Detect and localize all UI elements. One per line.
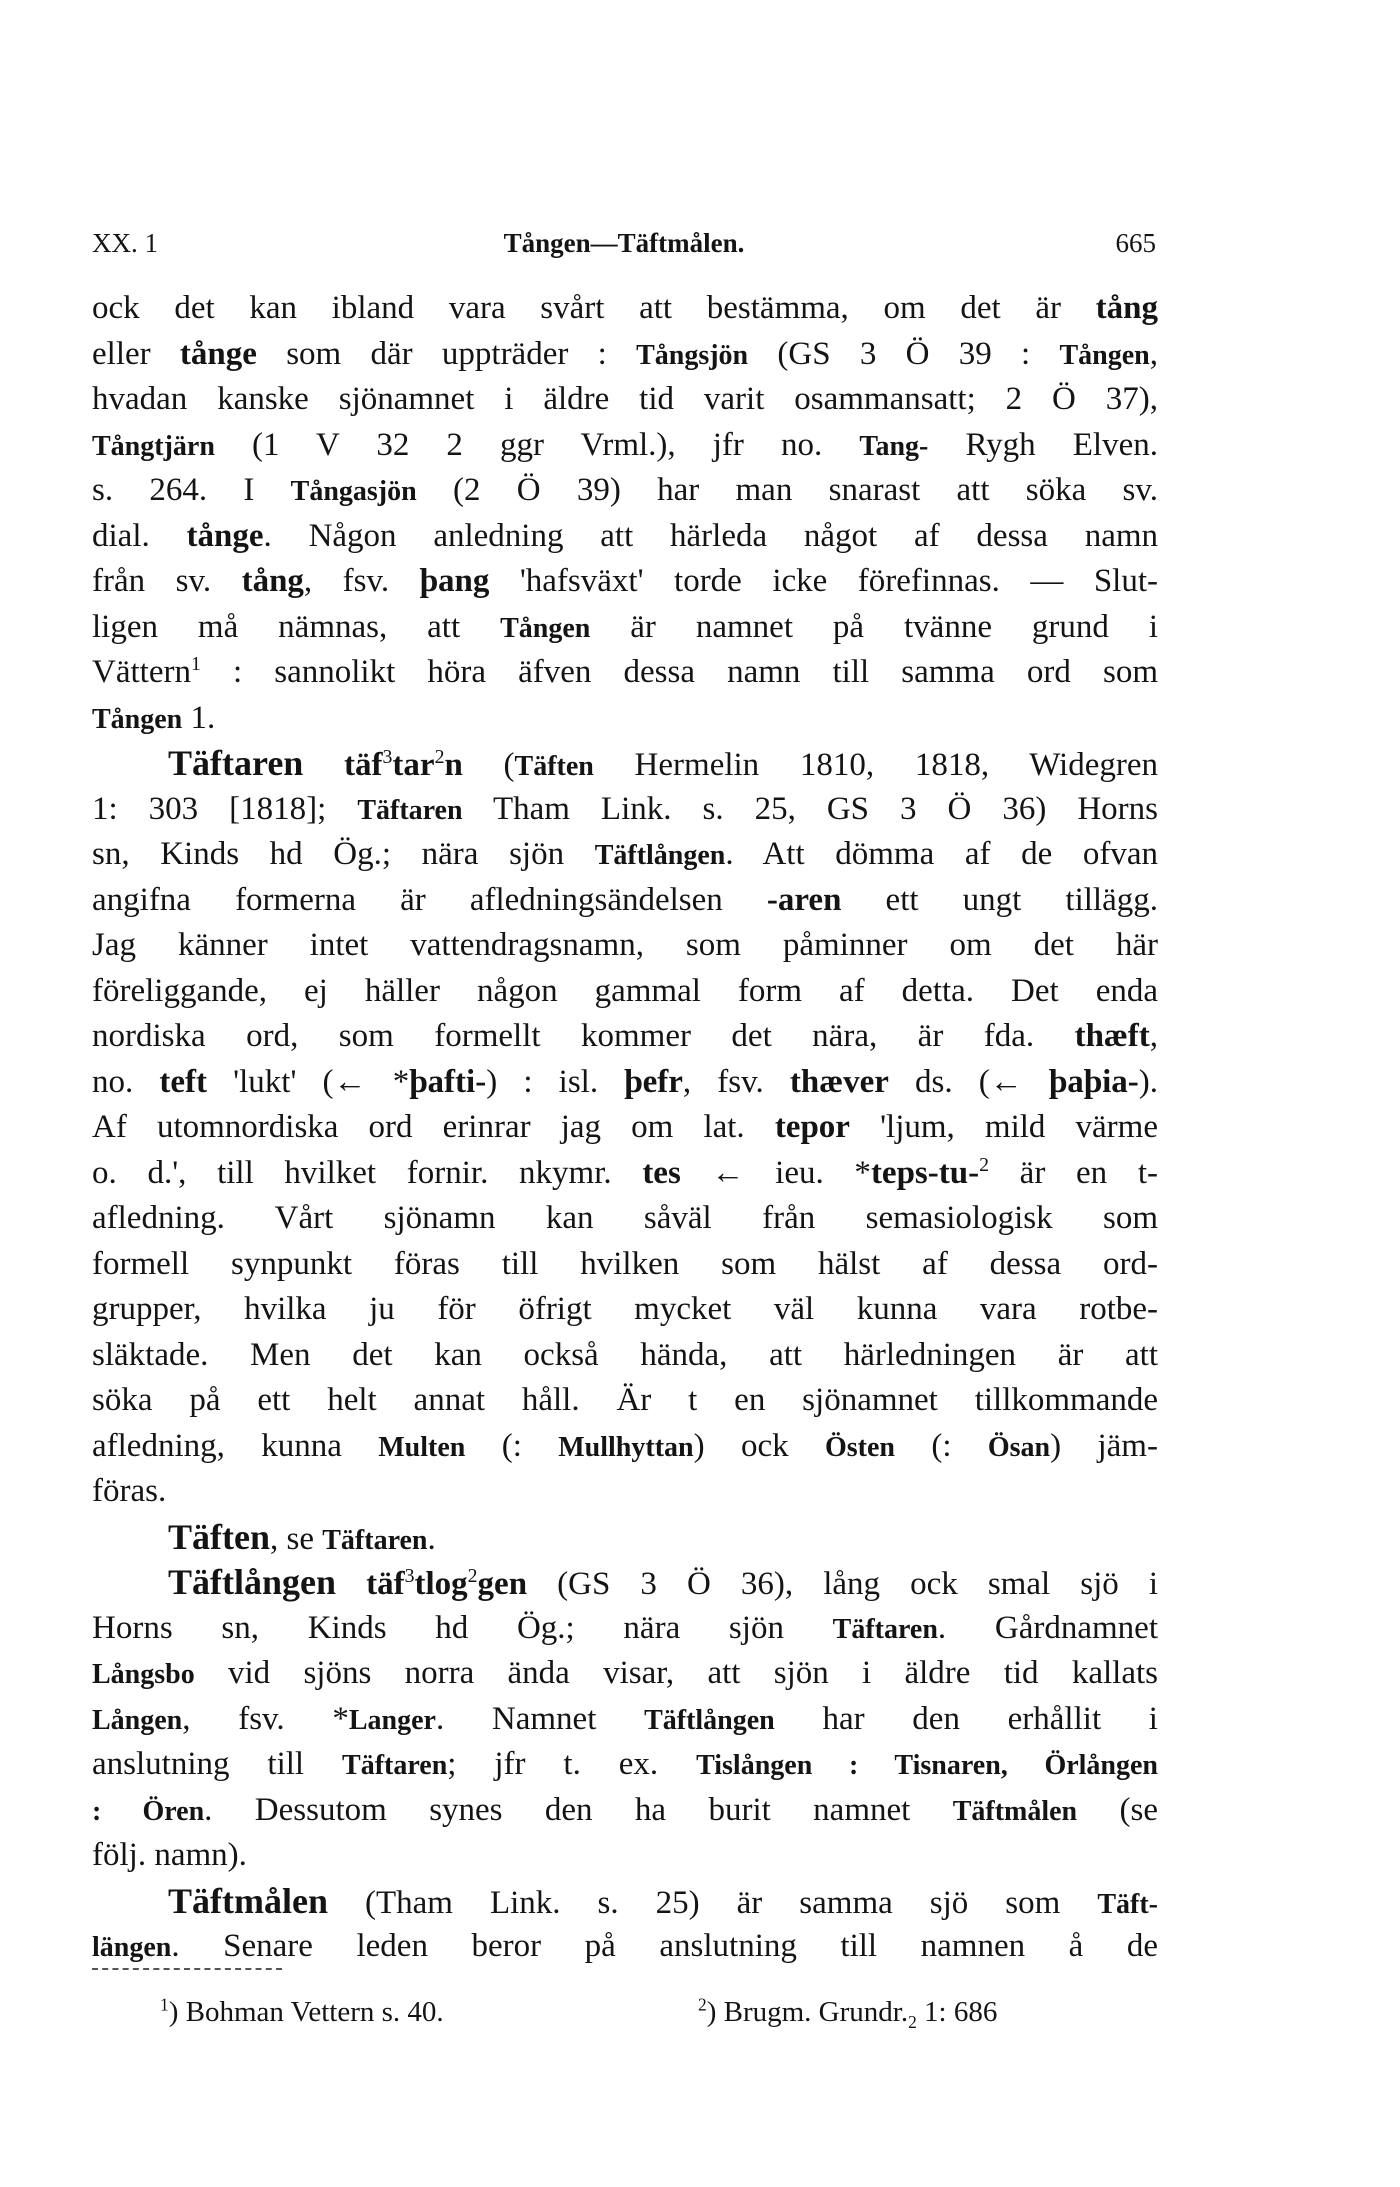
entry-first-line: Täftlången täf$^3$tlog$^2$gen (GS 3 Ö 36), lång ock smal sjö i bbox=[168, 1562, 1159, 1602]
place-name: Täftaren bbox=[832, 1613, 938, 1645]
text-line: följ. namn). bbox=[92, 1837, 247, 1873]
place-name: Täftlången bbox=[594, 840, 726, 871]
bold-term: teps-tu- bbox=[870, 1154, 980, 1191]
place-name: Ösan bbox=[987, 1431, 1051, 1463]
text-line: 1: 303 [1818]; Täftaren Tham Link. s. 25, GS 3 Ö 36) Horns bbox=[92, 790, 1158, 827]
text-line: längen. Senare leden beror på anslutning till namnen å de bbox=[92, 1928, 1158, 1964]
superscript: 2 bbox=[979, 1153, 989, 1176]
footnote-mark: 1 bbox=[160, 1994, 169, 2015]
place-name: Tången bbox=[500, 612, 591, 644]
place-name: Täftmålen bbox=[952, 1795, 1078, 1827]
footnote-text-rest: 1: 686 bbox=[916, 1996, 998, 2028]
place-name: Tången bbox=[92, 703, 183, 735]
bold-term: tång bbox=[241, 563, 304, 599]
bold-term: tes bbox=[642, 1154, 681, 1191]
place-name: Långsbo bbox=[92, 1659, 195, 1690]
bold-term: þafti- bbox=[409, 1063, 487, 1100]
entry-first-line: Täftaren täf$^3$tar$^2$n (Täften Hermelin 1810, 1818, Widegren bbox=[168, 743, 1158, 783]
text-line: o. d.', till hvilket fornir. nkymr. tes ← ieu. *teps-tu-$^2$ är en t- bbox=[92, 1153, 1158, 1191]
superscript: 3 bbox=[382, 746, 393, 768]
text-line: no. teft 'lukt' (← *þafti-) : isl. þefr, fsv. thæver ds. (← þaþia-). bbox=[92, 1063, 1159, 1100]
headword: Täftlången bbox=[168, 1562, 337, 1602]
place-name: Langer bbox=[348, 1704, 436, 1736]
headword: Täftaren bbox=[168, 743, 304, 783]
bold-term: tånge bbox=[179, 335, 257, 372]
main-text bbox=[92, 286, 1158, 1970]
place-name: längen bbox=[92, 1932, 172, 1963]
text-line: grupper, hvilka ju för öfrigt mycket väl kunna vara rotbe- bbox=[92, 1291, 1158, 1327]
superscript: 2 bbox=[467, 1565, 478, 1587]
text-line: eller tånge som där uppträder : Tångsjön (GS 3 Ö 39 : Tången, bbox=[92, 335, 1158, 372]
superscript: 1 bbox=[190, 653, 201, 675]
bold-term: teft bbox=[159, 1063, 208, 1100]
bold-term: tång bbox=[1095, 290, 1158, 326]
place-name: Lången bbox=[92, 1704, 183, 1736]
bold-term: þaþia- bbox=[1048, 1063, 1139, 1100]
text-line: föreliggande, ej häller någon gammal form af detta. Det enda bbox=[92, 972, 1158, 1009]
place-name: Tången bbox=[1059, 339, 1150, 371]
superscript: 3 bbox=[404, 1565, 415, 1587]
place-name: Tislången : Tisnaren, Örlången bbox=[696, 1750, 1158, 1781]
page-number: 665 bbox=[1115, 228, 1156, 258]
bold-term: thæver bbox=[789, 1063, 889, 1100]
text-line: föras. bbox=[92, 1473, 167, 1509]
text-line: Långsbo vid sjöns norra ända visar, att sjön i äldre tid kallats bbox=[92, 1655, 1158, 1691]
text-line: ligen må nämnas, att Tången är namnet på tvänne grund i bbox=[92, 608, 1158, 645]
bold-term: þang bbox=[419, 563, 490, 599]
superscript: 2 bbox=[434, 746, 445, 768]
text-line: hvadan kanske sjönamnet i äldre tid varit osammansatt; 2 Ö 37), bbox=[92, 381, 1158, 417]
place-name: Täften bbox=[514, 751, 594, 782]
text-line: Vättern$^1$ : sannolikt höra äfven dessa namn till samma ord som bbox=[92, 653, 1158, 690]
text-line: Af utomnordiska ord erinrar jag om lat. tepor 'ljum, mild värme bbox=[92, 1109, 1158, 1145]
text-line: nordiska ord, som formellt kommer det nära, är fda. thæft, bbox=[92, 1018, 1158, 1054]
bold-term: þefr bbox=[624, 1063, 683, 1100]
text-line: : Ören. Dessutom synes den ha burit namnet Täftmålen (se bbox=[92, 1791, 1159, 1828]
text-line: Jag känner intet vattendragsnamn, som påminner om det här bbox=[92, 927, 1158, 963]
text-line: angifna formerna är afledningsändelsen -aren ett ungt tillägg. bbox=[92, 881, 1158, 918]
entry-first-line: Täften, se Täftaren. bbox=[168, 1516, 436, 1557]
bold-term: tepor bbox=[774, 1109, 850, 1145]
text-line: formell synpunkt föras till hvilken som hälst af dessa ord- bbox=[92, 1245, 1158, 1282]
footnote-1 bbox=[160, 1992, 444, 2032]
header-title: Tången—Täftmålen. bbox=[503, 228, 745, 258]
bold-term: n bbox=[444, 747, 463, 783]
text-line: dial. tånge. Någon anledning att härleda något af dessa namn bbox=[92, 517, 1159, 554]
bold-term: tånge bbox=[186, 517, 264, 554]
bold-term: -aren bbox=[766, 881, 842, 918]
bold-term: tlog bbox=[414, 1566, 468, 1602]
text-line: söka på ett helt annat håll. Är t en sjönamnet tillkommande bbox=[92, 1382, 1158, 1418]
footnote-separator bbox=[92, 1968, 282, 1970]
bold-term: tar bbox=[392, 747, 435, 783]
headword: Täftmålen bbox=[168, 1880, 328, 1921]
text-line: från sv. tång, fsv. þang 'hafsväxt' torde icke förefinnas. — Slut- bbox=[92, 563, 1158, 599]
place-name: Östen bbox=[824, 1431, 895, 1463]
text-line: Tångtjärn (1 V 32 2 ggr Vrml.), jfr no. Tang- Rygh Elven. bbox=[92, 426, 1158, 463]
headword: Täften bbox=[168, 1516, 270, 1557]
footnote-text: ) Bohman Vettern s. 40. bbox=[168, 1996, 444, 2028]
text-line: ock det kan ibland vara svårt att bestämma, om det är tång bbox=[92, 290, 1158, 326]
text-line: s. 264. I Tångasjön (2 Ö 39) har man snarast att söka sv. bbox=[92, 472, 1158, 508]
bold-term: gen bbox=[477, 1566, 528, 1602]
place-name: Täftaren bbox=[357, 794, 463, 826]
place-name: Tångasjön bbox=[290, 476, 417, 507]
header-section-number: XX. 1 bbox=[92, 228, 158, 258]
footnote-2 bbox=[698, 1992, 997, 2032]
place-name: Multen bbox=[378, 1431, 466, 1463]
place-name: Tångsjön bbox=[636, 339, 749, 371]
footnote-mark: 2 bbox=[698, 1994, 707, 2015]
text-line: Lången, fsv. *Langer. Namnet Täftlången har den erhållit i bbox=[92, 1700, 1158, 1737]
footnote-subscript: 2 bbox=[908, 2011, 917, 2032]
place-name: Tångtjärn bbox=[92, 430, 215, 462]
place-name: : Ören bbox=[92, 1795, 205, 1827]
bold-term: täf bbox=[366, 1566, 405, 1602]
bold-term: täf bbox=[344, 747, 383, 783]
text-line: Horns sn, Kinds hd Ög.; nära sjön Täftaren. Gårdnamnet bbox=[92, 1609, 1158, 1646]
running-header bbox=[92, 228, 1156, 268]
entry-first-line: Täftmålen (Tham Link. s. 25) är samma sjö som Täft- bbox=[168, 1880, 1158, 1921]
text-line: släktade. Men det kan också hända, att härledningen är att bbox=[92, 1336, 1158, 1373]
text-line: afledning. Vårt sjönamn kan såväl från semasiologisk som bbox=[92, 1200, 1158, 1236]
bold-term: thæft bbox=[1074, 1018, 1150, 1054]
place-name: Tang- bbox=[859, 430, 929, 462]
place-name: Täftaren bbox=[322, 1524, 428, 1556]
text-line: afledning, kunna Multen (: Mullhyttan) ock Östen (: Ösan) jäm- bbox=[92, 1427, 1158, 1464]
place-name: Täftaren bbox=[342, 1750, 448, 1781]
place-name: Täftlången bbox=[644, 1704, 775, 1736]
place-name: Mullhyttan bbox=[558, 1431, 694, 1463]
footnote-text: ) Brugm. Grundr. bbox=[706, 1996, 909, 2028]
text-line: Tången 1. bbox=[92, 699, 216, 736]
text-line: anslutning till Täftaren; jfr t. ex. Tislången : Tisnaren, Örlången bbox=[92, 1746, 1158, 1782]
place-name: Täft- bbox=[1097, 1888, 1158, 1920]
text-line: sn, Kinds hd Ög.; nära sjön Täftlången. Att dömma af de ofvan bbox=[92, 836, 1158, 872]
